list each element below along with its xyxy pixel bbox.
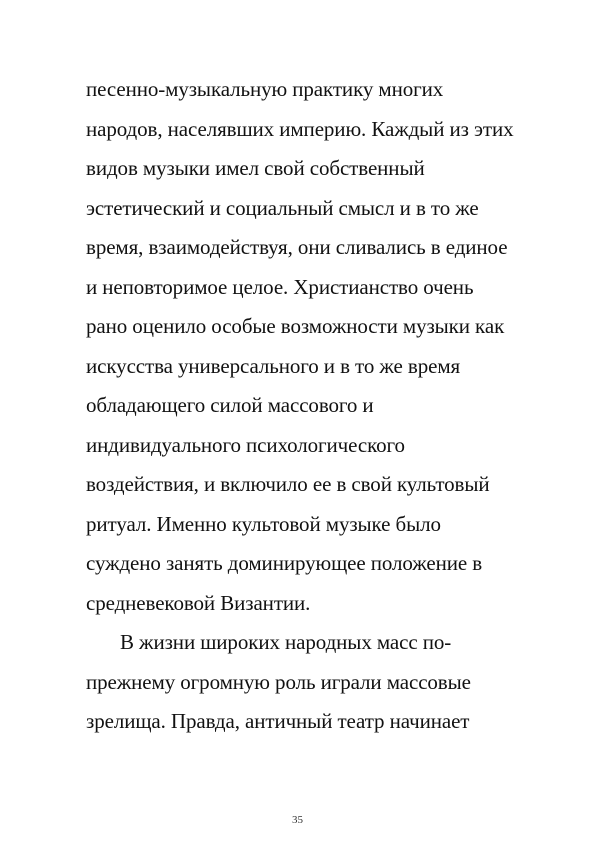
text-line: обладающего силой массового и [86, 393, 374, 417]
text-line: средневековой Византии. [86, 590, 311, 615]
text-line: рано оценило особые возможности музыки как [86, 314, 505, 338]
text-line: суждено занять доминирующее положение в [86, 551, 483, 575]
body-text [86, 70, 556, 742]
text-line: искусства универсального и в то же время [86, 353, 461, 378]
text-line: прежнему огромную роль играли массовые [86, 669, 471, 694]
text-line: время, взаимодействуя, они сливались в единое [86, 235, 508, 259]
text-line: песенно-музыкальную практику многих [86, 77, 444, 101]
paragraph-start-line: В жизни широких народных масс по- [120, 630, 452, 654]
text-line: и неповторимое целое. Христианство очень [86, 274, 474, 299]
text-line: видов музыки имел свой собственный [86, 156, 425, 180]
text-line: зрелища. Правда, античный театр начинает [86, 709, 470, 733]
text-line: народов, населявших империю. Каждый из этих [86, 116, 514, 141]
text-line: воздействия, и включило ее в свой культовый [86, 472, 490, 496]
text-line: ритуал. Именно культовой музыке было [86, 511, 441, 536]
text-line: эстетический и социальный смысл и в то же [86, 195, 479, 220]
page-number: 35 [292, 814, 303, 826]
text-line: индивидуального психологического [86, 432, 405, 457]
